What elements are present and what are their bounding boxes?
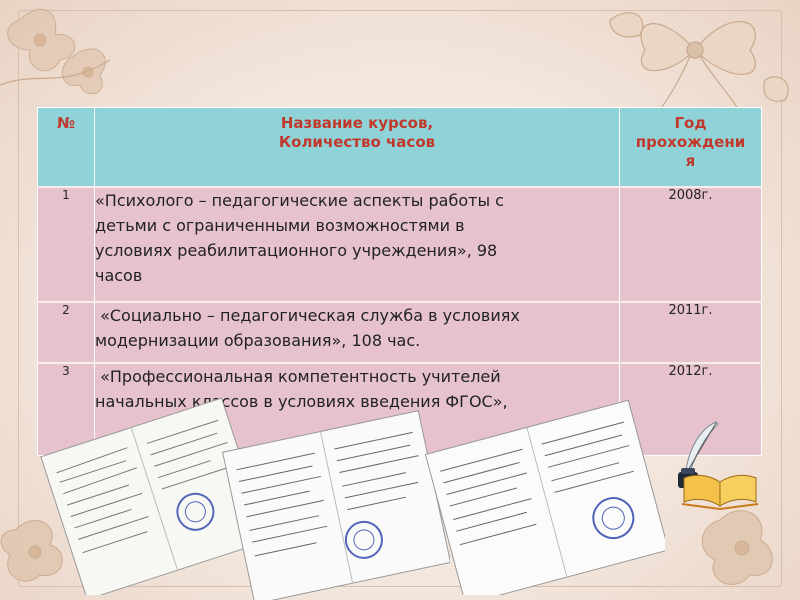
course-title-line: модернизации образования», 108 час. (95, 331, 421, 350)
header-year-line2: прохождени (635, 133, 746, 151)
certificate-document (425, 395, 665, 595)
header-number (38, 108, 95, 188)
header-number-label: № (56, 114, 76, 132)
course-title (95, 302, 620, 363)
table-header-row (38, 108, 762, 188)
table-row (38, 187, 762, 302)
row-number: 3 (38, 363, 95, 456)
row-number: 1 (38, 187, 95, 302)
row-number: 2 (38, 302, 95, 363)
course-title (95, 187, 620, 302)
course-title-line: «Психолого – педагогические аспекты работы с (95, 191, 504, 210)
course-title-line: начальных классов в условиях введения ФГОС», (95, 392, 508, 411)
open-book-icon (680, 470, 760, 510)
course-year: 2012г. (620, 363, 762, 456)
course-year: 2011г. (620, 302, 762, 363)
course-title-line: детьми с ограниченными возможностями в (95, 216, 465, 235)
table-row (38, 302, 762, 363)
course-year: 2008г. (620, 187, 762, 302)
bow-decoration (590, 0, 800, 115)
header-course-name (95, 108, 620, 188)
course-title-line: «Социально – педагогическая служба в условиях (95, 306, 520, 325)
header-course-name-line1: Название курсов, (280, 114, 434, 132)
header-year (620, 108, 762, 188)
header-course-name-line2: Количество часов (278, 133, 436, 151)
course-title-line: часов (95, 266, 143, 285)
flower-decoration-left (0, 0, 150, 110)
header-year-line1: Год (674, 114, 707, 132)
course-title-line: условиях реабилитационного учреждения», 98 (95, 241, 498, 260)
certificate-document (220, 400, 450, 600)
course-title-line: «Профессиональная компетентность учителей (95, 367, 501, 386)
header-year-line3: я (685, 152, 696, 170)
